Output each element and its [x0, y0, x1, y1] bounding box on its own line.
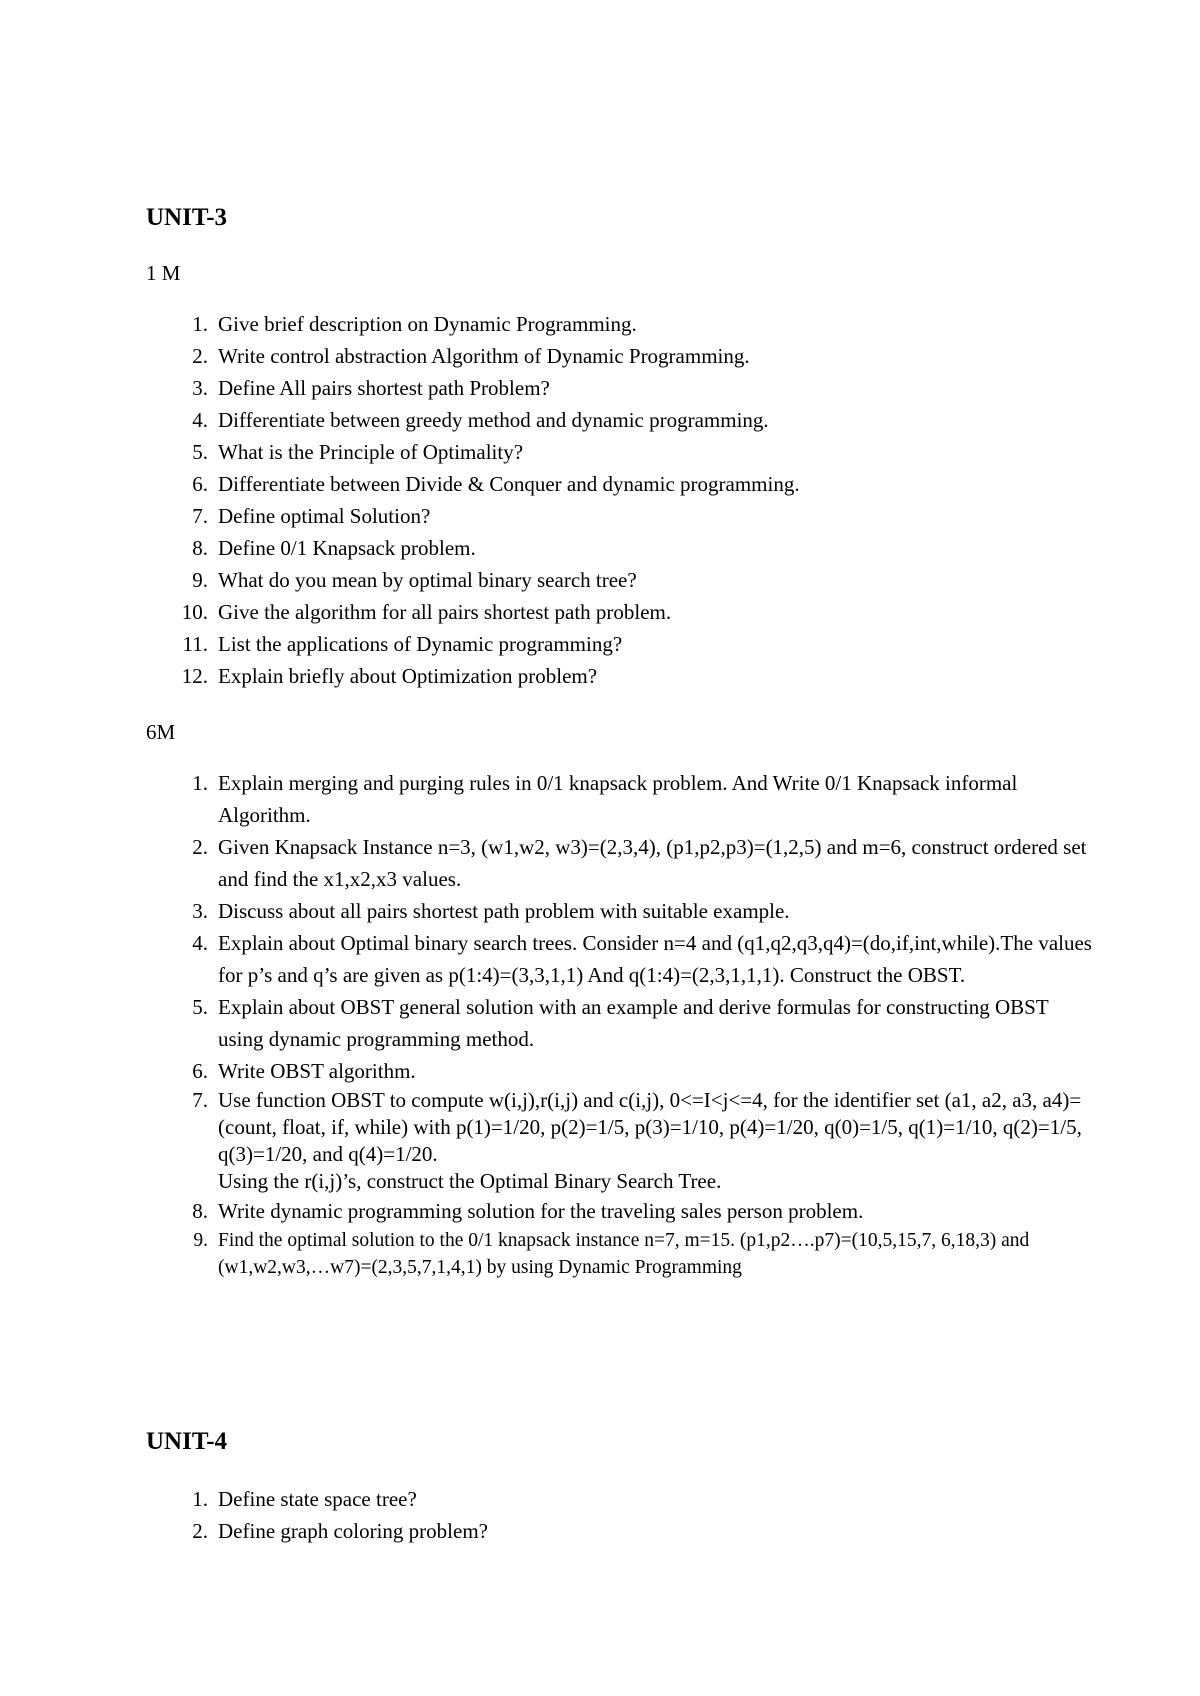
- list-item: 4. Explain about Optimal binary search trees. Consider n=4 and (q1,q2,q3,q4)=(do,if,int,while).The values for p’s and q’s are given as p(1:4)=(3,3,1,1) And q(1:4)=(2,3,1,1,1). Construct the OBST.: [192, 931, 1092, 987]
- list-item: 5. Explain about OBST general solution with an example and derive formulas for constructing OBST using dynamic programming method.: [192, 995, 1049, 1051]
- list-item: 5. What is the Principle of Optimality?: [192, 440, 524, 464]
- list-item: 9. What do you mean by optimal binary search tree?: [192, 568, 637, 592]
- list-item: 1. Give brief description on Dynamic Programming.: [192, 312, 637, 336]
- list-item: 7. Define optimal Solution?: [192, 504, 431, 528]
- list-item: 1. Define state space tree?: [192, 1487, 417, 1511]
- list-item: 6. Write OBST algorithm.: [192, 1059, 416, 1083]
- list-item: 2. Given Knapsack Instance n=3, (w1,w2, w3)=(2,3,4), (p1,p2,p3)=(1,2,5) and m=6, construct ordered set and find the x1,x2,x3 values.: [192, 835, 1087, 891]
- list-item: 6. Differentiate between Divide & Conquer and dynamic programming.: [192, 472, 800, 496]
- question-list-unit4: [192, 1483, 1098, 1547]
- list-item: 7. Use function OBST to compute w(i,j),r(i,j) and c(i,j), 0<=I<j<=4, for the identifier set (a1, a2, a3, a4)=(count, float, if, while) with p(1)=1/20, p(2)=1/5, p(3)=1/10, p(4)=1/20, q(0)=1/5, q(1)=1/10, q(2)=1/5, q(3)=1/20, and q(4)=1/20. Using the r(i,j)’s, construct the Optimal Binary Search Tree.: [192, 1088, 1082, 1193]
- list-item: 8. Write dynamic programming solution for the traveling sales person problem.: [192, 1199, 864, 1223]
- question-list-1m: [181, 308, 1098, 692]
- list-item: 8. Define 0/1 Knapsack problem.: [192, 536, 476, 560]
- unit-3-heading: UNIT-3: [146, 204, 228, 231]
- list-item: 4. Differentiate between greedy method and dynamic programming.: [192, 408, 769, 432]
- list-item: 2. Define graph coloring problem?: [192, 1519, 488, 1543]
- list-item: 3. Discuss about all pairs shortest path problem with suitable example.: [192, 899, 790, 923]
- list-item: 1. Explain merging and purging rules in 0/1 knapsack problem. And Write 0/1 Knapsack informal Algorithm.: [192, 771, 1018, 827]
- list-item: 11. List the applications of Dynamic programming?: [182, 632, 623, 656]
- list-item: 2. Write control abstraction Algorithm of Dynamic Programming.: [192, 344, 750, 368]
- section-label-1m: 1 M: [146, 261, 181, 285]
- list-item: 9. Find the optimal solution to the 0/1 knapsack instance n=7, m=15. (p1,p2….p7)=(10,5,15,7, 6,18,3) and (w1,w2,w3,…w7)=(2,3,5,7,1,4,1) by using Dynamic Programming: [193, 1230, 1030, 1278]
- list-item: 10. Give the algorithm for all pairs shortest path problem.: [181, 600, 672, 624]
- question-list-6m: [192, 767, 1098, 1281]
- unit-4-heading: UNIT-4: [146, 1428, 228, 1455]
- list-item: 3. Define All pairs shortest path Problem?: [192, 376, 550, 400]
- section-label-6m: 6M: [146, 720, 176, 744]
- list-item: 12. Explain briefly about Optimization problem?: [181, 664, 598, 688]
